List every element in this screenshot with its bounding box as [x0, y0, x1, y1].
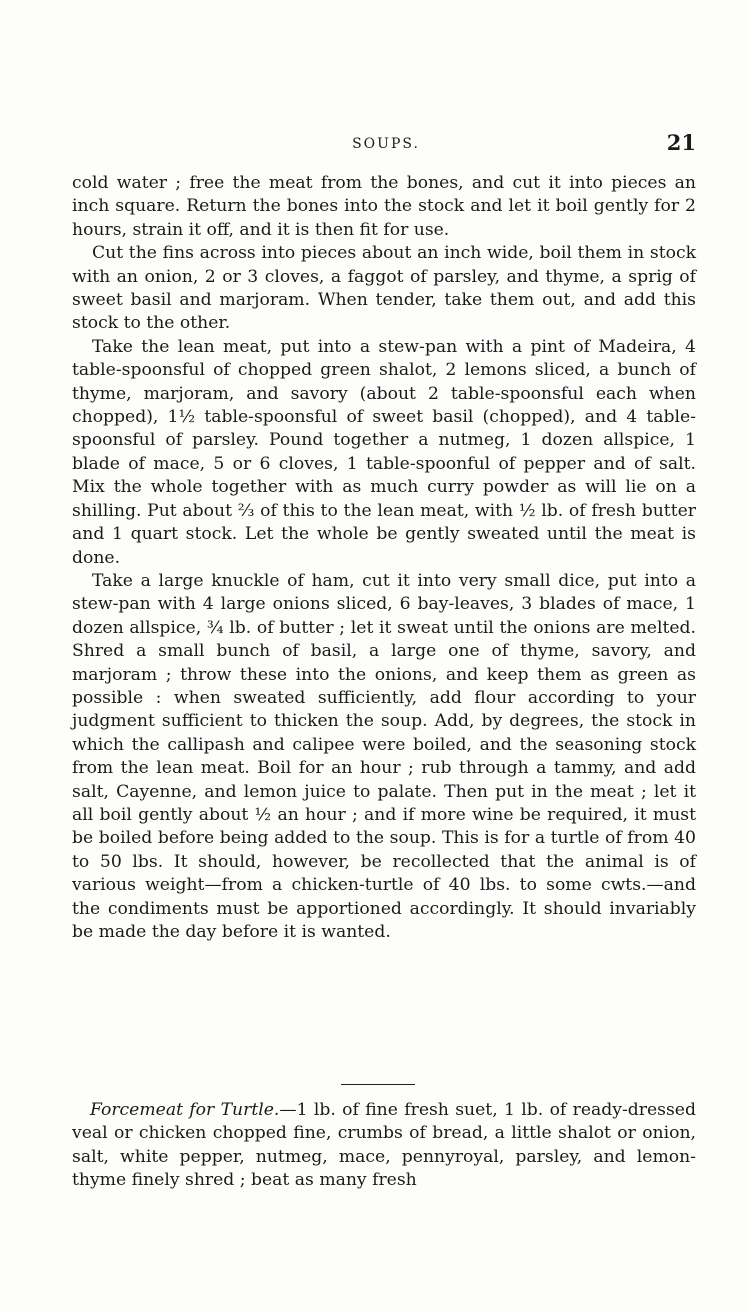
main-text: [72, 172, 696, 944]
paragraph-fins: Cut the fins across into pieces about an inch wide, boil them in stock with an onion, 2 or 3 cloves, a faggot of parsley, and thyme, a sprig of sweet basil and marjoram. When tender, take them out, and add this stock to the other.: [72, 243, 696, 334]
page-header: [72, 132, 700, 160]
forcemeat-title: Forcemeat for Turtle.: [90, 1100, 280, 1120]
paragraph-ham: Take a large knuckle of ham, cut it into very small dice, put into a stew-pan with 4 large onions sliced, 6 bay-leaves, 3 blades of mace, 1 dozen allspice, ¾ lb. of butter ; let it sweat until the onions are melted. Shred a small bunch of basil, a large one of thyme, savory, and marjoram ; throw these into the onions, and keep them as green as possible : when sweated sufficiently, add flour according to your judgment sufficient to thicken the soup. Add, by degrees, the stock in which the callipash and calipee were boiled, and the seasoning stock from the lean meat. Boil for an hour ; rub through a tammy, and add salt, Cayenne, and lemon juice to palate. Then put in the meat ; let it all boil gently about ½ an hour ; and if more wine be required, it must be boiled before being added to the soup. This is for a turtle of from 40 to 50 lbs. It should, however, be recollected that the animal is of various weight—from a chicken-turtle of 40 lbs. to some cwts.—and the condiments must be apportioned accordingly. It should invariably be made the day before it is wanted.: [72, 570, 696, 942]
paragraph-lean-meat: Take the lean meat, put into a stew-pan with a pint of Madeira, 4 table-spoonsful of chopped green shalot, 2 lemons sliced, a bunch of thyme, marjoram, and savory (about 2 table-spoonsful each when chopped), 1½ table-spoonsful of sweet basil (chopped), and 4 table-spoonsful of parsley. Pound together a nutmeg, 1 dozen allspice, 1 blade of mace, 5 or 6 cloves, 1 table-spoonful of pepper and of salt. Mix the whole together with as much curry powder as will lie on a shilling. Put about ⅔ of this to the lean meat, with ½ lb. of fresh butter and 1 quart stock. Let the whole be gently sweated until the meat is done.: [72, 336, 696, 568]
running-title: SOUPS.: [352, 136, 420, 152]
forcemeat-recipe: [72, 1099, 696, 1193]
page-number: 21: [666, 130, 696, 155]
forcemeat-paragraph: [72, 1099, 696, 1193]
forcemeat-text: —1 lb. of fine fresh suet, 1 lb. of ready-dressed veal or chicken chopped fine, crumbs of bread, a little shalot or onion, salt, white pepper, nutmeg, mace, pennyroyal, parsley, and lemon-thyme finely shred ; beat as many fresh: [72, 1100, 696, 1191]
paragraph-continuation: cold water ; free the meat from the bones, and cut it into pieces an inch square. Return the bones into the stock and let it boil gently for 2 hours, strain it off, and it is then fit for use.: [72, 173, 696, 240]
section-divider: [341, 1084, 415, 1085]
